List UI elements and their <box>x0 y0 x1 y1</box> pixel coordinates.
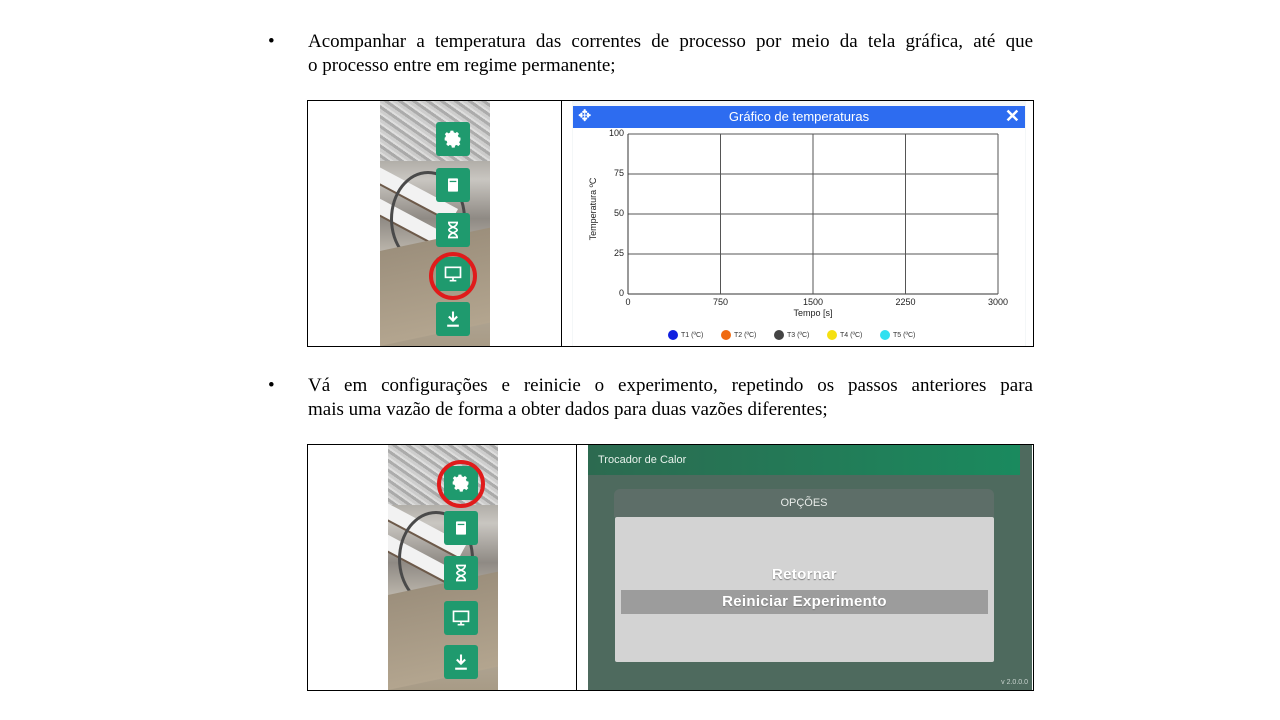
download-icon <box>443 309 463 329</box>
legend-label: T1 (ºC) <box>681 331 704 339</box>
x-tick-label: 1500 <box>802 297 824 307</box>
legend-swatch <box>721 330 731 340</box>
legend-swatch <box>668 330 678 340</box>
legend-swatch <box>774 330 784 340</box>
x-tick-label: 750 <box>712 297 729 307</box>
figure-chart-screenshot <box>307 100 1034 347</box>
x-tick-label: 2250 <box>895 297 916 307</box>
instruction-line: Acompanhar a temperatura das correntes de processo por meio da tela gráfica, até que <box>308 31 1033 52</box>
download-icon <box>451 652 471 672</box>
hourglass-icon <box>443 220 463 240</box>
chart-window-titlebar[interactable] <box>573 106 1025 128</box>
highlight-circle <box>437 460 485 508</box>
download-button[interactable] <box>444 645 478 679</box>
legend-item <box>668 330 703 340</box>
x-axis-label: Tempo [s] <box>793 308 833 318</box>
app-titlebar <box>588 445 1020 475</box>
legend-item <box>721 330 756 340</box>
legend-swatch <box>827 330 837 340</box>
app-title: Trocador de Calor <box>598 454 687 466</box>
temperature-chart-window <box>573 106 1025 346</box>
legend-label: T2 (ºC) <box>734 331 757 339</box>
timer-button[interactable] <box>436 213 470 247</box>
y-tick-label: 0 <box>618 288 624 298</box>
y-axis-label: Temperatura ºC <box>588 177 598 241</box>
monitor-icon <box>451 608 471 628</box>
legend-label: T5 (ºC) <box>893 331 916 339</box>
options-screen <box>588 445 1032 690</box>
options-dialog <box>615 517 994 662</box>
legend-item <box>880 330 915 340</box>
instruction-paragraph-2 <box>308 374 1033 422</box>
bullet-marker-1: • <box>268 31 275 52</box>
graph-screen-button[interactable] <box>444 601 478 635</box>
bullet-marker-2: • <box>268 375 275 396</box>
return-button[interactable]: Retornar <box>772 566 837 583</box>
chart-window-title: Gráfico de temperaturas <box>728 109 870 124</box>
manual-button[interactable] <box>444 511 478 545</box>
dialog-title: OPÇÕES <box>614 489 994 517</box>
x-tick-label: 3000 <box>987 297 1009 307</box>
figure-options-screenshot <box>307 444 1034 691</box>
y-tick-label: 25 <box>613 248 624 258</box>
figure-divider <box>576 445 577 690</box>
instruction-line: mais uma vazão de forma a obter dados para duas vazões diferentes; <box>308 399 828 420</box>
y-tick-label: 50 <box>613 208 624 218</box>
instruction-line: Vá em configurações e reinicie o experimento, repetindo os passos anteriores para <box>308 375 1033 396</box>
legend-label: T3 (ºC) <box>787 331 810 339</box>
instruction-line: o processo entre em regime permanente; <box>308 55 616 76</box>
scene-floor <box>388 572 498 690</box>
highlight-circle <box>429 252 477 300</box>
legend-item <box>827 330 862 340</box>
version-label: v 2.0.0.0 <box>1001 679 1028 686</box>
y-tick-label: 75 <box>613 168 624 178</box>
instruction-paragraph-1 <box>308 30 1033 78</box>
scene-rock-texture <box>380 101 490 161</box>
book-icon <box>451 518 471 538</box>
legend-swatch <box>880 330 890 340</box>
y-tick-label: 100 <box>608 128 624 138</box>
timer-button[interactable] <box>444 556 478 590</box>
chart-legend <box>573 330 1025 344</box>
book-icon <box>443 175 463 195</box>
x-tick-label: 0 <box>625 297 631 307</box>
legend-label: T4 (ºC) <box>840 331 863 339</box>
gear-icon <box>443 129 463 149</box>
download-button[interactable] <box>436 302 470 336</box>
restart-experiment-button[interactable]: Reiniciar Experimento <box>621 590 988 614</box>
close-icon[interactable]: ✕ <box>1004 106 1020 126</box>
figure-divider <box>561 101 562 346</box>
settings-button[interactable] <box>436 122 470 156</box>
scene-3d-view <box>380 101 490 346</box>
move-icon[interactable]: ✥ <box>578 108 592 125</box>
legend-item <box>774 330 809 340</box>
manual-button[interactable] <box>436 168 470 202</box>
hourglass-icon <box>451 563 471 583</box>
